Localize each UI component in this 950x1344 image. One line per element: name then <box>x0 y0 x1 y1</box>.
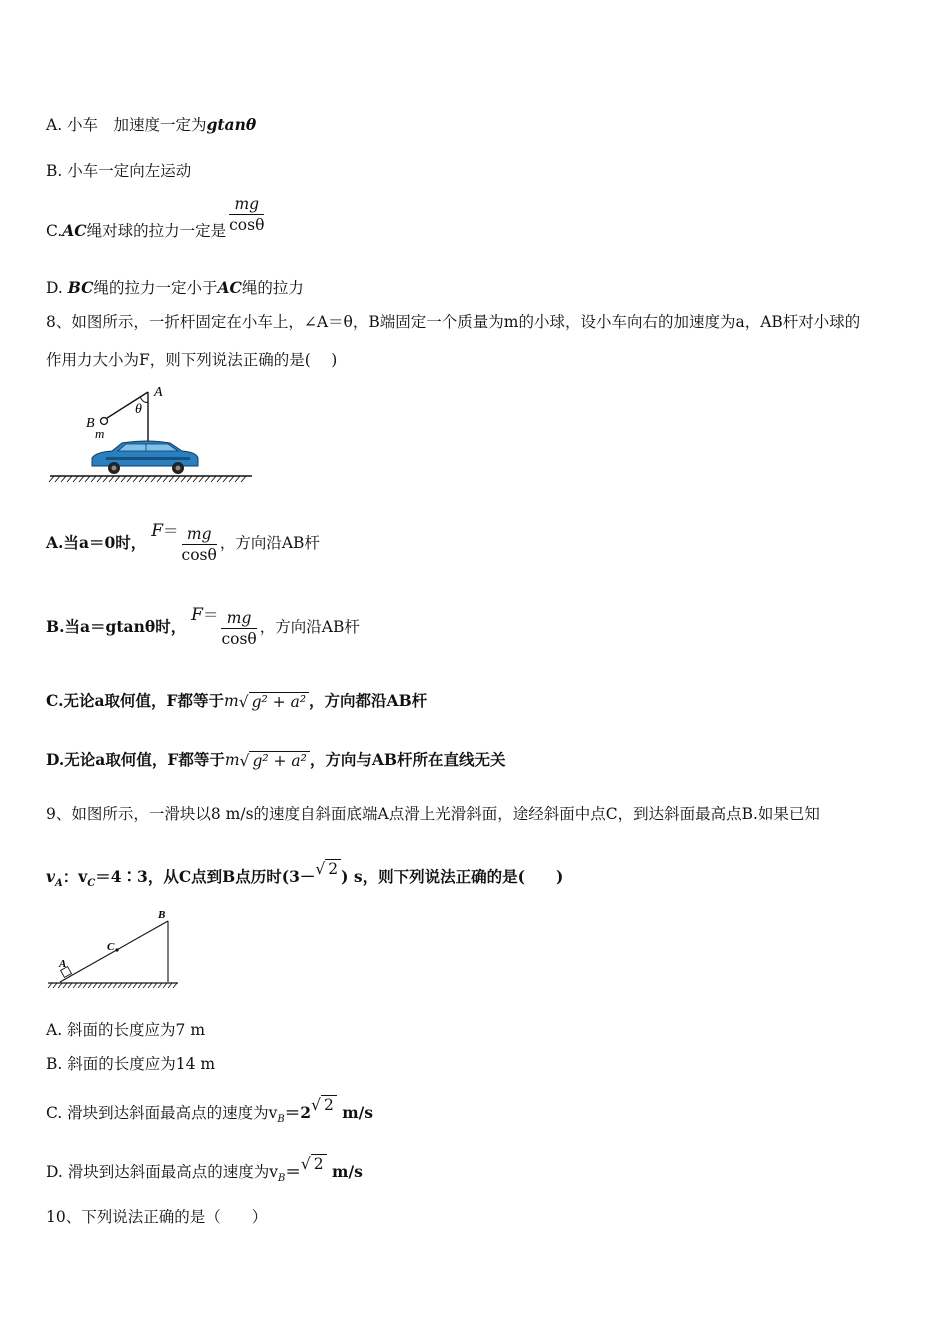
q7-option-d-text1: 绳的拉力一定小于 <box>93 279 218 297</box>
q8-option-c-m: m <box>224 692 239 710</box>
q8-option-d-pre: D.无论a取何值，F都等于 <box>46 750 225 769</box>
q8-option-c-sqrt: √ g² + a² <box>239 691 309 713</box>
q10-stem: 10、下列说法正确的是（ ） <box>46 1208 268 1226</box>
q9-option-b: B. 斜面的长度应为14 m <box>46 1055 216 1073</box>
q7-option-d-ac: AC <box>217 278 242 297</box>
label-b: B <box>86 416 95 431</box>
q9-stem-line1: 9、如图所示，一滑块以8 m/s的速度自斜面底端A点滑上光滑斜面，途经斜面中点C，到达斜面最高点B.如果已知 <box>46 805 820 823</box>
sqrt-radicand: 2 <box>311 1154 327 1173</box>
q9-option-a: A. 斜面的长度应为7 m <box>46 1021 206 1039</box>
q9-stem-sqrt: √ 2 <box>315 858 341 880</box>
label-a: A <box>59 958 67 970</box>
q7-option-d-bc: BC <box>67 278 94 297</box>
q9-va-sub: A <box>55 878 63 890</box>
q8-option-a-fraction <box>182 524 217 565</box>
ball-icon <box>101 418 108 425</box>
q8-option-b-f: F <box>191 605 203 625</box>
q8-option-d-sqrt: √ g² + a² <box>240 750 310 772</box>
q9-vc-sub: C <box>87 878 96 890</box>
q9-option-d-sub: B <box>278 1173 286 1185</box>
fraction-numerator: mg <box>221 608 256 629</box>
q9-option-d-post: m/s <box>326 1162 363 1181</box>
q9-vc: ：v <box>62 867 88 886</box>
car-icon <box>92 441 198 474</box>
q8-option-a-pre: A.当 <box>46 533 79 552</box>
q8-option-a-eq: ＝ <box>163 522 179 540</box>
q7-option-d-prefix: D. <box>46 279 68 297</box>
q9-option-d-pre: D. 滑块到达斜面最高点的速度为v <box>46 1163 278 1181</box>
ground-hatch <box>48 983 177 988</box>
q9-stem-mid: ＝4∶3，从C点到B点历时(3－ <box>95 867 316 886</box>
fraction-numerator: mg <box>229 194 264 215</box>
q9-option-d-mid: ＝ <box>285 1162 301 1181</box>
fraction-denominator: cosθ <box>221 629 257 648</box>
q7-option-c <box>46 194 267 242</box>
q9-option-d <box>46 1153 363 1190</box>
q8-option-d <box>46 749 506 772</box>
q7-option-d-text2: 绳的拉力 <box>241 279 304 297</box>
q9-option-c-sub: B <box>277 1114 285 1126</box>
sqrt-radicand: 2 <box>325 859 341 878</box>
q8-option-b-pre: B.当 <box>46 617 80 636</box>
sqrt-radicand: 2 <box>321 1095 337 1114</box>
fraction-numerator: mg <box>182 524 217 545</box>
q8-option-a <box>46 518 320 565</box>
ground-hatch <box>49 476 246 482</box>
q9-option-c-pre: C. 滑块到达斜面最高点的速度为v <box>46 1104 278 1122</box>
q8-option-a-f: F <box>151 521 164 541</box>
q8-option-b-cond: a＝gtanθ时， <box>80 617 187 636</box>
q7-option-b: B. 小车一定向左运动 <box>46 162 192 180</box>
q9-figure-incline <box>46 906 182 992</box>
q8-option-c <box>46 690 427 713</box>
q7-option-c-ac: AC <box>62 221 87 240</box>
q9-option-c <box>46 1094 373 1131</box>
q8-stem-line1: 8、如图所示，一折杆固定在小车上，∠A＝θ，B端固定一个质量为m的小球，设小车向右的加速度为a，AB杆对小球的 <box>46 313 861 331</box>
q7-option-c-prefix: C. <box>46 222 63 240</box>
q9-option-d-sqrt: √ 2 <box>301 1153 327 1175</box>
q7-option-a <box>46 114 256 136</box>
q7-option-a-text: A. 小车 加速度一定为 <box>46 116 207 134</box>
q9-option-c-mid: ＝2 <box>284 1103 312 1122</box>
q7-option-d <box>46 277 304 299</box>
label-a: A <box>154 385 163 400</box>
q7-option-c-text: 绳对球的拉力一定是 <box>86 222 227 240</box>
q7-option-c-fraction <box>229 194 264 235</box>
q8-option-a-post: ，方向沿AB杆 <box>219 534 320 552</box>
q7-option-a-expr: gtanθ <box>206 115 257 134</box>
q9-va: v <box>46 867 56 886</box>
q8-stem-line2: 作用力大小为F，则下列说法正确的是( ) <box>46 351 338 369</box>
q9-option-c-sqrt: √ 2 <box>311 1094 337 1116</box>
q8-option-c-pre: C.无论a取何值，F都等于 <box>46 691 225 710</box>
label-c: C <box>107 941 115 953</box>
q8-option-d-m: m <box>224 751 240 769</box>
q8-figure-car-rod <box>46 382 260 488</box>
point-c <box>115 948 118 951</box>
q8-option-b-post: ，方向沿AB杆 <box>259 618 360 636</box>
sqrt-radicand: g² + a² <box>249 751 309 770</box>
q8-option-a-cond: a＝0时， <box>78 533 147 552</box>
q9-stem-line2 <box>46 858 563 895</box>
q9-option-c-post: m/s <box>336 1103 374 1122</box>
fraction-denominator: cosθ <box>181 545 217 564</box>
q8-option-b-eq: ＝ <box>202 606 219 624</box>
q8-option-b <box>46 602 360 649</box>
sqrt-radicand: g² + a² <box>249 692 309 711</box>
fraction-denominator: cosθ <box>229 216 265 234</box>
label-m: m <box>95 426 105 441</box>
label-b: B <box>158 909 166 921</box>
q8-option-c-post: ，方向都沿AB杆 <box>309 691 428 710</box>
label-theta: θ <box>135 402 142 417</box>
q8-option-b-fraction <box>221 608 256 649</box>
q8-option-d-post: ，方向与AB杆所在直线无关 <box>309 750 506 769</box>
q9-stem-end: ) s，则下列说法正确的是( ) <box>341 867 564 886</box>
